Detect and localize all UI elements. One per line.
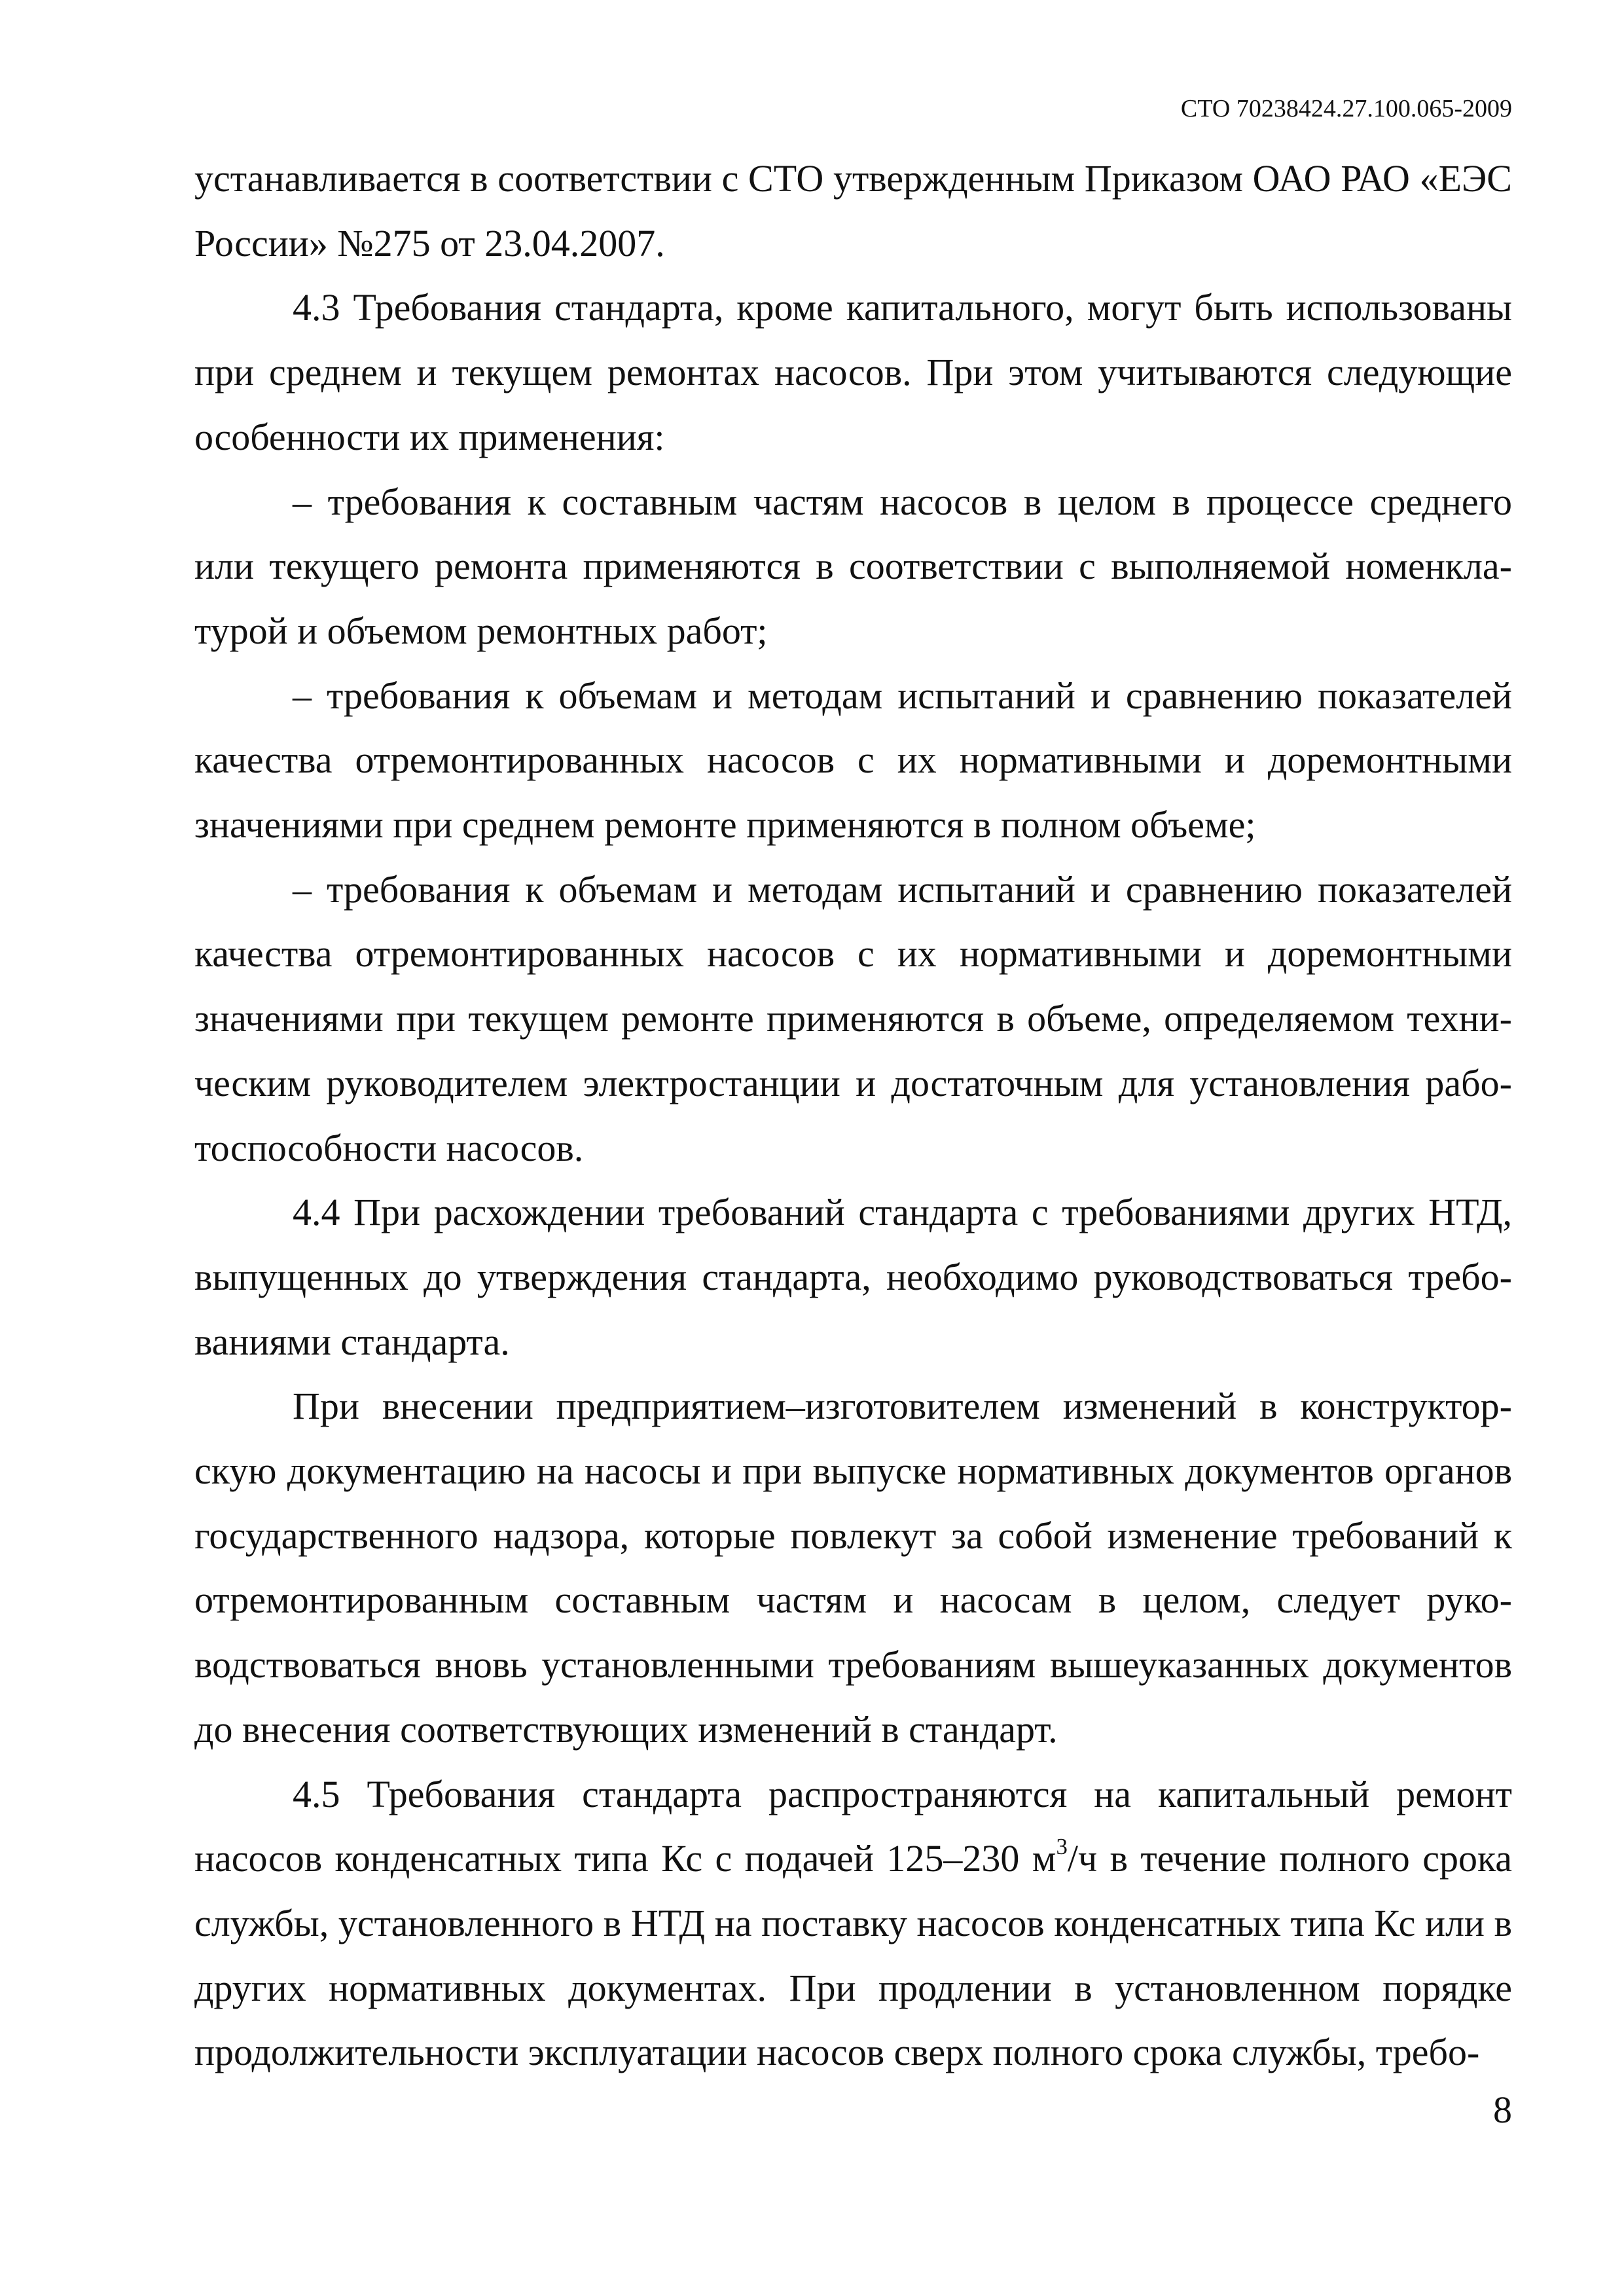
paragraph-continuation: устанавливается в соответствии с СТО утвержденным Приказом ОАО РАО «ЕЭС России» №275 от 23.04.2007. (194, 157, 1512, 264)
page-body (194, 147, 1512, 2085)
list-item-tests-current-repair: – требования к объемам и методам испытаний и сравнению показателей качества отремонтированных насосов с их нормативными и доремонтными значениями при текущем ремонте применяются в объеме, определяемом техническим руководителем электростанции и достаточным для установления работоспособности насосов. (194, 867, 1512, 1169)
list-item-tests-medium-repair: – требования к объемам и методам испытаний и сравнению показателей качества отремонтированных насосов с их нормативными и доремонтными значениями при среднем ремонте применяются в полном объеме; (194, 674, 1512, 847)
paragraph-4-3: 4.3 Требования стандарта, кроме капитального, могут быть использованы при среднем и текущем ремонтах насосов. При этом учитываются следующие особенности их применения: (194, 286, 1512, 458)
list-item-medium-current-repair: – требования к составным частям насосов в целом в процессе среднего или текущего ремонта применяются в соответствии с выполняемой номенклатурой и объемом ремонтных работ; (194, 480, 1512, 652)
paragraph-4-4: 4.4 При расхождении требований стандарта с требованиями других НТД, выпущенных до утверждения стандарта, необходимо руководствоваться требованиями стандарта. (194, 1191, 1512, 1363)
paragraph-4-5 (194, 1762, 1512, 2086)
paragraph-design-changes: При внесении предприятием–изготовителем изменений в конструкторскую документацию на насосы и при выпуске нормативных документов органов государственного надзора, которые повлекут за собой изменение требований к отремонтированным составным частям и насосам в целом, следует руководствоваться вновь установленными требованиям вышеуказанных документов до внесения соответствующих изменений в стандарт. (194, 1385, 1512, 1751)
page-number: 8 (1493, 2088, 1512, 2131)
paragraph-4-5-part-1: 4.5 Требования стандарта распространяются на капитальный ремонт насосов конденсатных типа Кс с подачей 125–230 м (194, 1772, 1512, 1880)
document-code-header: СТО 70238424.27.100.065-2009 (1180, 95, 1512, 122)
superscript-cubed: 3 (1056, 1834, 1068, 1860)
paragraph-4-5-part-2: /ч в течение полного срока службы, установленного в НТД на поставку насосов конденсатных типа Кс или в других нормативных документах. При продлении в установленном порядке продолжительности эксплуатации насосов сверх полного срока службы, требо- (194, 1837, 1512, 2074)
